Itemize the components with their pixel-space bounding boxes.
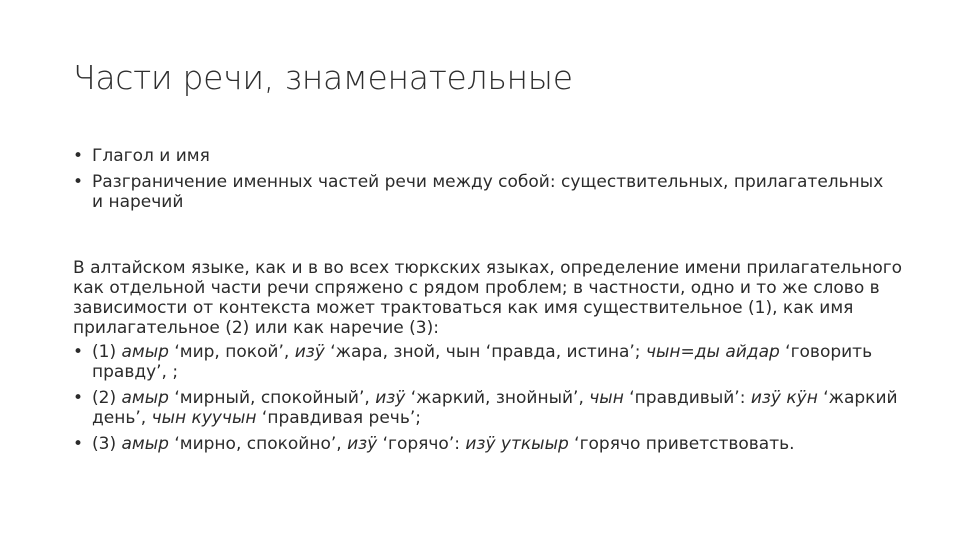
example-term: чын=ды айдар bbox=[645, 342, 780, 362]
example-gloss: ‘говорить правду’, ; bbox=[92, 342, 873, 382]
example-term: чын куучын bbox=[151, 408, 257, 428]
example-gloss: ‘мир, покой’, bbox=[168, 342, 295, 362]
example-item bbox=[73, 388, 903, 428]
example-item bbox=[73, 342, 903, 382]
example-term: амыр bbox=[121, 388, 169, 408]
example-gloss: ‘горячо’: bbox=[377, 434, 466, 454]
example-gloss: (3) bbox=[92, 434, 122, 454]
body-paragraph: В алтайском языке, как и в во всех тюркских языках, определение имени прилагательного как отдельной части речи спряжено с рядом проблем; в частности, одно и то же слово в зависимости от контекста может трактоваться как имя существительное (1), как имя прилагательное (2) или как наречие (3): bbox=[73, 258, 903, 338]
bullet-item: • Разграничение именных частей речи между собой: существительных, прилагательных и наречий bbox=[73, 172, 893, 212]
example-gloss: ‘жара, зной, чын ‘правда, истина’; bbox=[324, 342, 646, 362]
example-gloss: (1) bbox=[92, 342, 122, 362]
example-term: чын bbox=[589, 388, 624, 408]
example-term: изӱ bbox=[375, 388, 406, 408]
example-term: изӱ уткыыр bbox=[465, 434, 569, 454]
bullet-item: • Глагол и имя bbox=[73, 146, 893, 166]
example-term: амыр bbox=[121, 434, 169, 454]
example-term: амыр bbox=[121, 342, 169, 362]
example-term: изӱ bbox=[347, 434, 378, 454]
example-item bbox=[73, 434, 903, 454]
example-gloss: ‘мирно, спокойно’, bbox=[168, 434, 348, 454]
slide-title: Части речи, знаменательные bbox=[73, 58, 573, 97]
example-term: изӱ кӱн bbox=[750, 388, 818, 408]
example-list bbox=[73, 342, 903, 454]
example-gloss: (2) bbox=[92, 388, 122, 408]
topic-bullet-list bbox=[73, 146, 893, 218]
example-gloss: ‘правдивая речь’; bbox=[256, 408, 421, 428]
example-term: изӱ bbox=[294, 342, 325, 362]
example-gloss: ‘правдивый’: bbox=[623, 388, 751, 408]
example-gloss: ‘жаркий день’, bbox=[92, 388, 898, 428]
example-gloss: ‘жаркий, знойный’, bbox=[405, 388, 590, 408]
example-gloss: ‘мирный, спокойный’, bbox=[168, 388, 376, 408]
body-text-block bbox=[73, 258, 903, 460]
example-gloss: ‘горячо приветствовать. bbox=[568, 434, 795, 454]
